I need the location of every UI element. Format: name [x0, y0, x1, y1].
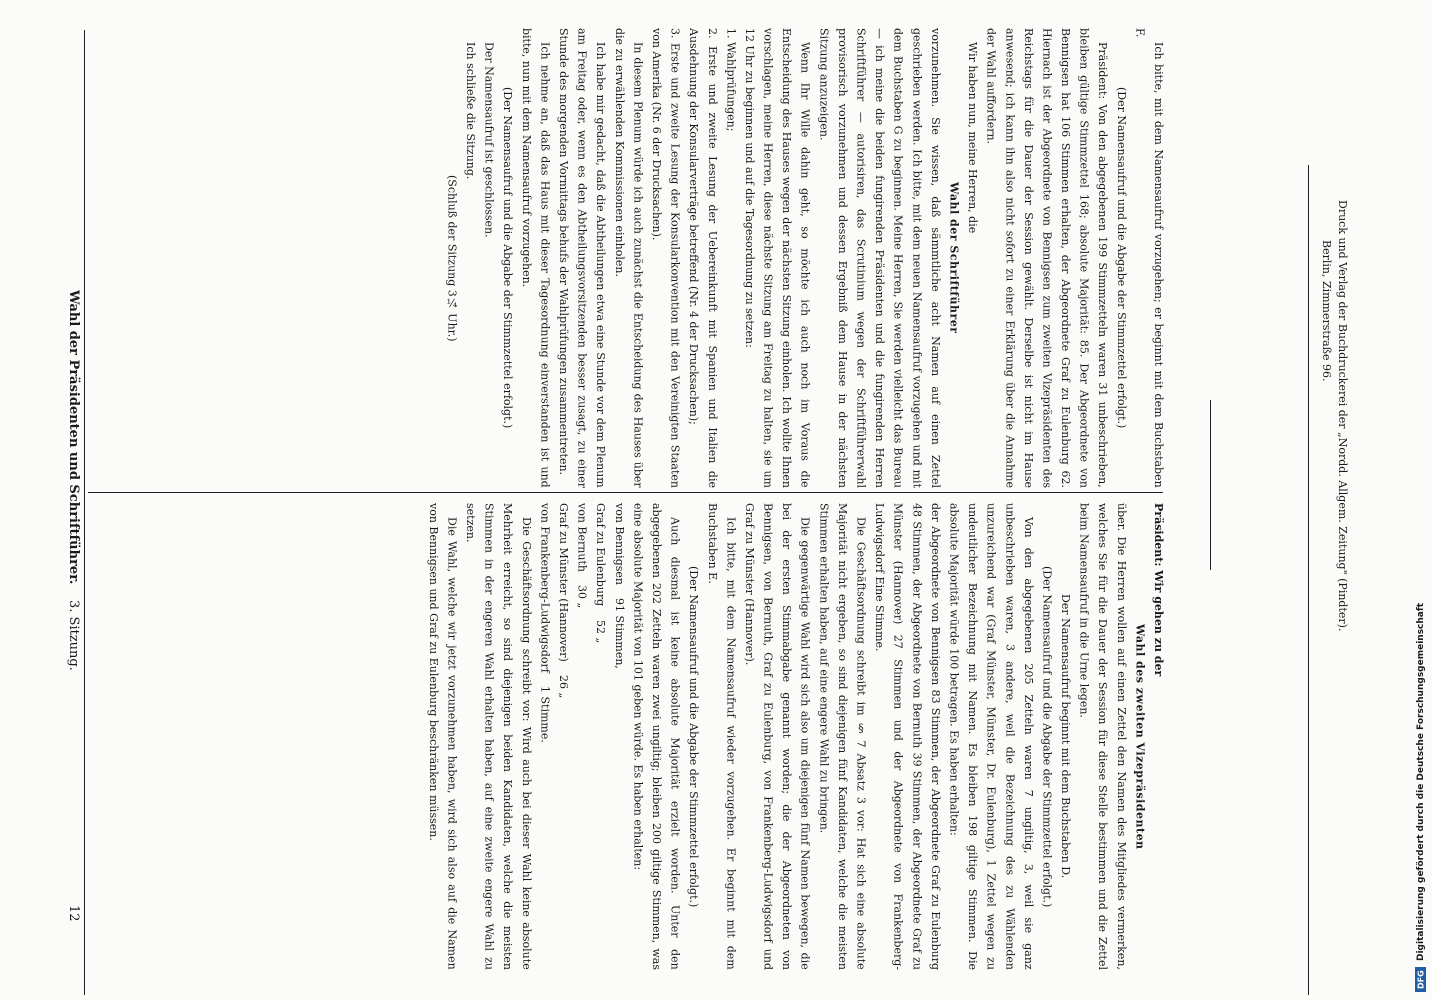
right-p9: Ich nehme an, daß das Haus mit dieser Tagesordnung einverstanden ist und bitte, nun mit dem Namensaufruf vorzugehen. — [519, 28, 552, 488]
vote-row: von Bernuth 30 „ — [575, 503, 589, 609]
left-p8: Die gegenwärtige Wahl wird sich also um diejenigen fünf Namen bewegen, die bei der ersten Stimmabgabe genannt worden; die der Abgeordneten von Bennigsen, von Bernuth, Graf zu Eulenburg, von Frankenberg-Ludwigsdorf und Graf zu Münster (Hannover). — [742, 503, 812, 970]
vote-row: von Bennigsen 91 Stimmen, — [612, 503, 626, 670]
running-head — [55, 0, 81, 1000]
right-p7: In diesem Plenum würde ich auch zunächst die Entscheidung des Hauses über die zu erwählenden Kommissionen einholen. — [612, 28, 645, 488]
left-p1: Präsident: Wir gehen zu der — [1152, 503, 1165, 677]
right-p8: Ich habe mir gedacht, daß die Abtheilungen etwa eine Stunde vor dem Plenum am Freitag oder, wenn es den Abtheilungsvorsitzenden besser zusagt, zu einer Stunde des morgenden Vormittags behufs der Wahlprüfungen zusammentreten. — [557, 28, 608, 488]
right-p10: (Der Namensaufruf und die Abgabe der Stimmzettel erfolgt.) — [501, 87, 515, 429]
footer-rule — [1308, 165, 1309, 995]
left-p4: (Der Namensaufruf und die Abgabe der Stimmzettel erfolgt.) — [1040, 565, 1054, 908]
agenda-item: 2. Erste und zweite Lesung der Uebereinkunft mit Spanien und Italien die Ausdehnung der Konsularverträge betreffend (Nr. 4 der Drucksachen); — [687, 28, 719, 488]
left-p12: Die Geschäftsordnung schreibt vor: Wird auch bei dieser Wahl keine absolute Mehrheit erreicht, so sind diejenigen beiden Kandidaten, welche die meisten Stimmen in der engeren Wahl erhalten haben, auf eine zweite engere Wahl zu setzen. — [464, 503, 533, 970]
left-p5: Von den abgegebenen 205 Zetteln waren 7 ungiltig, 3, weil sie ganz unbeschrieben waren, 3 andere, weil die Bezeichnung des zu Wählenden unzureichend war (Graf Münster, Münster, Dr. Eulenburg), 1 Zettel wegen zu undeutlicher Bezeichnung mit Namen. Es bleiben 198 giltige Stimmen. Die absolute Majorität würde 100 betragen. Es haben erhalten: — [947, 503, 1035, 970]
column-divider — [88, 492, 1163, 493]
left-p3: Der Namensaufruf beginnt mit dem Buchstaben D. — [1059, 594, 1073, 879]
agenda-item: 3. Erste und zweite Lesung der Konsularkonvention mit den Vereinigten Staaten von Amerika (Nr. 6 der Drucksachen). — [649, 28, 682, 488]
left-p6: der Abgeordnete von Bennigsen 83 Stimmen, der Abgeordnete Graf zu Eulenburg 48 Stimmen, der Abgeordnete von Bernuth 39 Stimmen, der Abgeordnete Graf zu Münster (Hannover) 27 Stimmen und der Abgeordnete von Frankenberg-Ludwigsdorf Eine Stimme. — [873, 503, 942, 970]
right-p6: Wenn Ihr Wille dahin geht, so möchte ich auch noch im Voraus die Entscheidung des Hauses wegen der nächsten Sitzung einholen. Ich wollte Ihnen vorschlagen, meine Herren, diese nächste Sitzung am Freitag zu halten, sie um 12 Uhr zu beginnen und auf die Tagesordnung zu setzen: — [742, 28, 812, 488]
heading-secretaries: Wahl der Schriftführer — [947, 182, 961, 334]
left-p13: Die Wahl, welche wir jetzt vorzunehmen haben, wird sich also auf die Namen von Bennigsen und Graf zu Eulenburg beschränken müssen. — [426, 503, 459, 970]
right-p3: Präsident: Von den abgegebenen 199 Stimmzetteln waren 31 unbeschrieben, bleiben gültige Stimmzettel 168; absolute Majorität: 85. Der Abgeordnete von Bennigsen hat 106 Stimmen erhalten, der Abgeordnete Graf zu Eulenburg 62. Hiernach ist der Abgeordnete von Bennigsen zum zweiten Vizepräsidenten des Reichstags für die Dauer der Session gewählt. Derselbe ist nicht im Hause anwesend; ich kann ihn also nicht sofort zu einer Erklärung über die Annahme der Wahl auffordern. — [984, 28, 1110, 488]
left-p10: (Der Namensaufruf und die Abgabe der Stimmzettel erfolgt.) — [687, 565, 701, 908]
right-p4: Wir haben nun, meine Herren, die — [966, 42, 980, 234]
vote-row: Graf zu Münster (Hannover) 26 „ — [557, 503, 570, 699]
page-title: Wahl der Präsidenten und Schriftführer. — [66, 290, 81, 585]
session-label: 3. Sitzung. — [66, 600, 81, 671]
agenda-item: 1. Wahlprüfungen; — [724, 28, 738, 132]
left-p9: Ich bitte, mit dem Namensaufruf wieder vorzugehen. Er beginnt mit dem Buchstaben E. — [705, 503, 738, 970]
imprint-line-2: Berlin, Zimmerstraße 96. — [1320, 240, 1333, 382]
digitization-notice: Digitalisierung gefördert durch die Deutsche Forschungsgemeinschaft — [1416, 603, 1426, 962]
imprint — [1318, 200, 1350, 790]
right-p11: Der Namensaufruf ist geschlossen. — [482, 42, 496, 238]
left-column — [92, 503, 1167, 970]
left-p7: Die Geschäftsordnung schreibt im § 7 Absatz 3 vor: Hat sich eine absolute Majorität nicht ergeben, so sind diejenigen fünf Kandidaten, welche die meisten Stimmen erhalten haben, auf eine engere Wahl zu bringen. — [817, 503, 868, 970]
right-p12: Ich schließe die Sitzung. — [464, 42, 478, 180]
imprint-line-1: Druck und Verlag der Buchdruckerei der „Nordd. Allgem. Zeitung" (Pindter). — [1336, 200, 1349, 632]
end-rule — [1210, 400, 1211, 570]
right-p5: vorzunehmen. Sie wissen, daß sämmtliche acht Namen auf einen Zettel geschrieben werden. Ich bitte, mit dem neuen Namensaufruf vorzugehen und mit dem Buchstaben G zu beginnen. Meine Herren, Sie werden vielleicht das Bureau — ich meine die beiden fungirenden Präsidenten und die fungirenden Herren Schriftführer — autorisiren, das Scrutinium wegen der Schriftführerwahl provisorisch vorzunehmen und dessen Ergebniß dem Hause in der nächsten Sitzung anzuzeigen. — [817, 28, 942, 488]
digitization-sidebar — [1410, 0, 1432, 1000]
right-p2: (Der Namensaufruf und die Abgabe der Stimmzettel erfolgt.) — [1114, 87, 1128, 429]
header-rule — [84, 30, 85, 995]
vote-row: Graf zu Eulenburg 52 „ — [594, 503, 608, 643]
page-number: 12 — [66, 905, 81, 922]
heading-vice-president: Wahl des zweiten Vizepräsidenten — [1133, 623, 1147, 850]
right-p13: (Schluß der Sitzung 3¼ Uhr.) — [445, 174, 459, 342]
right-column — [92, 28, 1167, 488]
dfg-logo: DFG — [1416, 967, 1427, 992]
left-p2: über. Die Herren wollen auf einen Zettel den Namen des Mitgliedes vermerken, welches Sie für die Dauer der Session für diese Stelle bestimmen und die Zettel beim Namensaufruf in die Urne legen. — [1077, 503, 1128, 970]
left-p11: Auch diesmal ist keine absolute Majorität erzielt worden. Unter den abgegebenen 202 Zetteln waren zwei ungiltig; bleiben 200 giltige Stimmen, was eine absolute Majorität von 101 geben würde. Es haben erhalten: — [631, 503, 682, 970]
right-p1: Ich bitte, mit dem Namensaufruf vorzugehen; er beginnt mit dem Buchstaben F. — [1133, 28, 1165, 488]
vote-row: von Frankenberg-Ludwigsdorf 1 Stimme. — [538, 503, 552, 744]
